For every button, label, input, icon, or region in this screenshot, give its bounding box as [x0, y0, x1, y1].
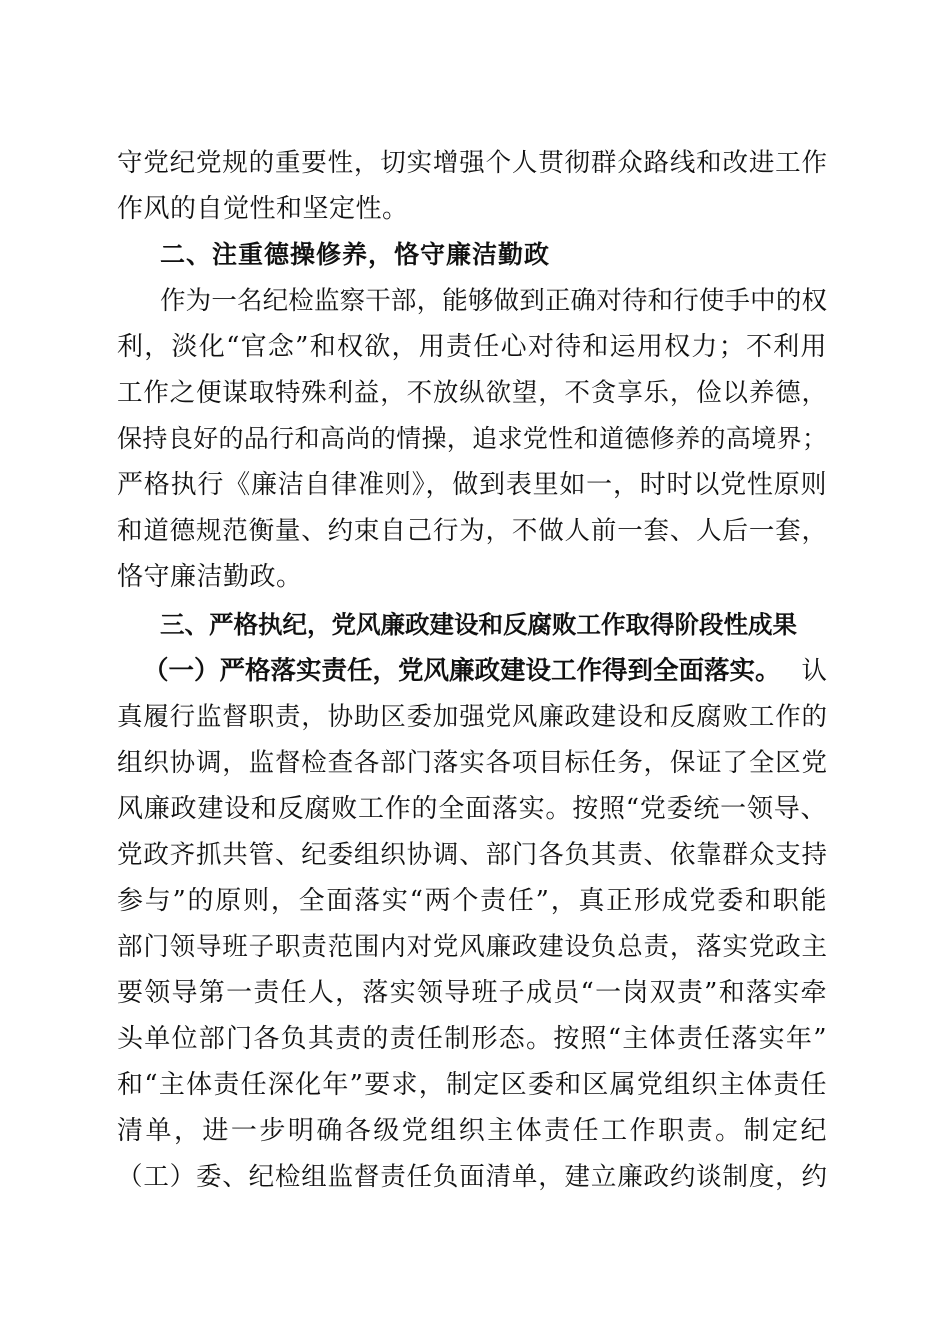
paragraph-line: 党政齐抓共管、纪委组织协调、部门各负其责、依靠群众支持	[117, 840, 827, 870]
paragraph-line: 和道德规范衡量、约束自己行为，不做人前一套、人后一套，	[117, 516, 827, 546]
subsection-first-line	[143, 648, 827, 694]
paragraph-line: 头单位部门各负其责的责任制形态。按照“主体责任落实年”	[117, 1024, 827, 1054]
paragraph-line: 真履行监督职责，协助区委加强党风廉政建设和反腐败工作的	[117, 702, 827, 732]
paragraph-line: 作风的自觉性和坚定性。	[117, 194, 409, 224]
paragraph-line: 部门领导班子职责范围内对党风廉政建设负总责，落实党政主	[117, 932, 827, 962]
paragraph-line: 参与”的原则，全面落实“两个责任”，真正形成党委和职能	[117, 886, 827, 916]
paragraph-line: 工作之便谋取特殊利益，不放纵欲望，不贪享乐，俭以养德，	[117, 378, 827, 408]
paragraph-line: 要领导第一责任人，落实领导班子成员“一岗双责”和落实牵	[117, 978, 827, 1008]
paragraph-line: 严格执行《廉洁自律准则》，做到表里如一，时时以党性原则	[117, 470, 827, 500]
paragraph-line: （工）委、纪检组监督责任负面清单，建立廉政约谈制度，约	[117, 1162, 827, 1192]
paragraph-line: 守党纪党规的重要性，切实增强个人贯彻群众路线和改进工作	[117, 148, 827, 178]
paragraph-line: 恪守廉洁勤政。	[117, 562, 303, 592]
section-heading: 二、注重德操修养，恪守廉洁勤政	[160, 240, 551, 269]
paragraph-fragment: 认	[801, 656, 827, 686]
paragraph-line: 作为一名纪检监察干部，能够做到正确对待和行使手中的权	[160, 286, 827, 316]
paragraph-line: 和“主体责任深化年”要求，制定区委和区属党组织主体责任	[117, 1070, 827, 1100]
section-heading: 三、严格执纪，党风廉政建设和反腐败工作取得阶段性成果	[160, 610, 797, 639]
paragraph-line: 清单，进一步明确各级党组织主体责任工作职责。制定纪	[117, 1116, 827, 1146]
paragraph-line: 风廉政建设和反腐败工作的全面落实。按照“党委统一领导、	[117, 794, 827, 824]
paragraph-line: 保持良好的品行和高尚的情操，追求党性和道德修养的高境界；	[117, 424, 827, 453]
subsection-title: （一）严格落实责任，党风廉政建设工作得到全面落实。	[143, 656, 781, 686]
paragraph-line: 利，淡化“官念”和权欲，用责任心对待和运用权力；不利用	[117, 332, 827, 362]
paragraph-line: 组织协调，监督检查各部门落实各项目标任务，保证了全区党	[117, 748, 827, 778]
